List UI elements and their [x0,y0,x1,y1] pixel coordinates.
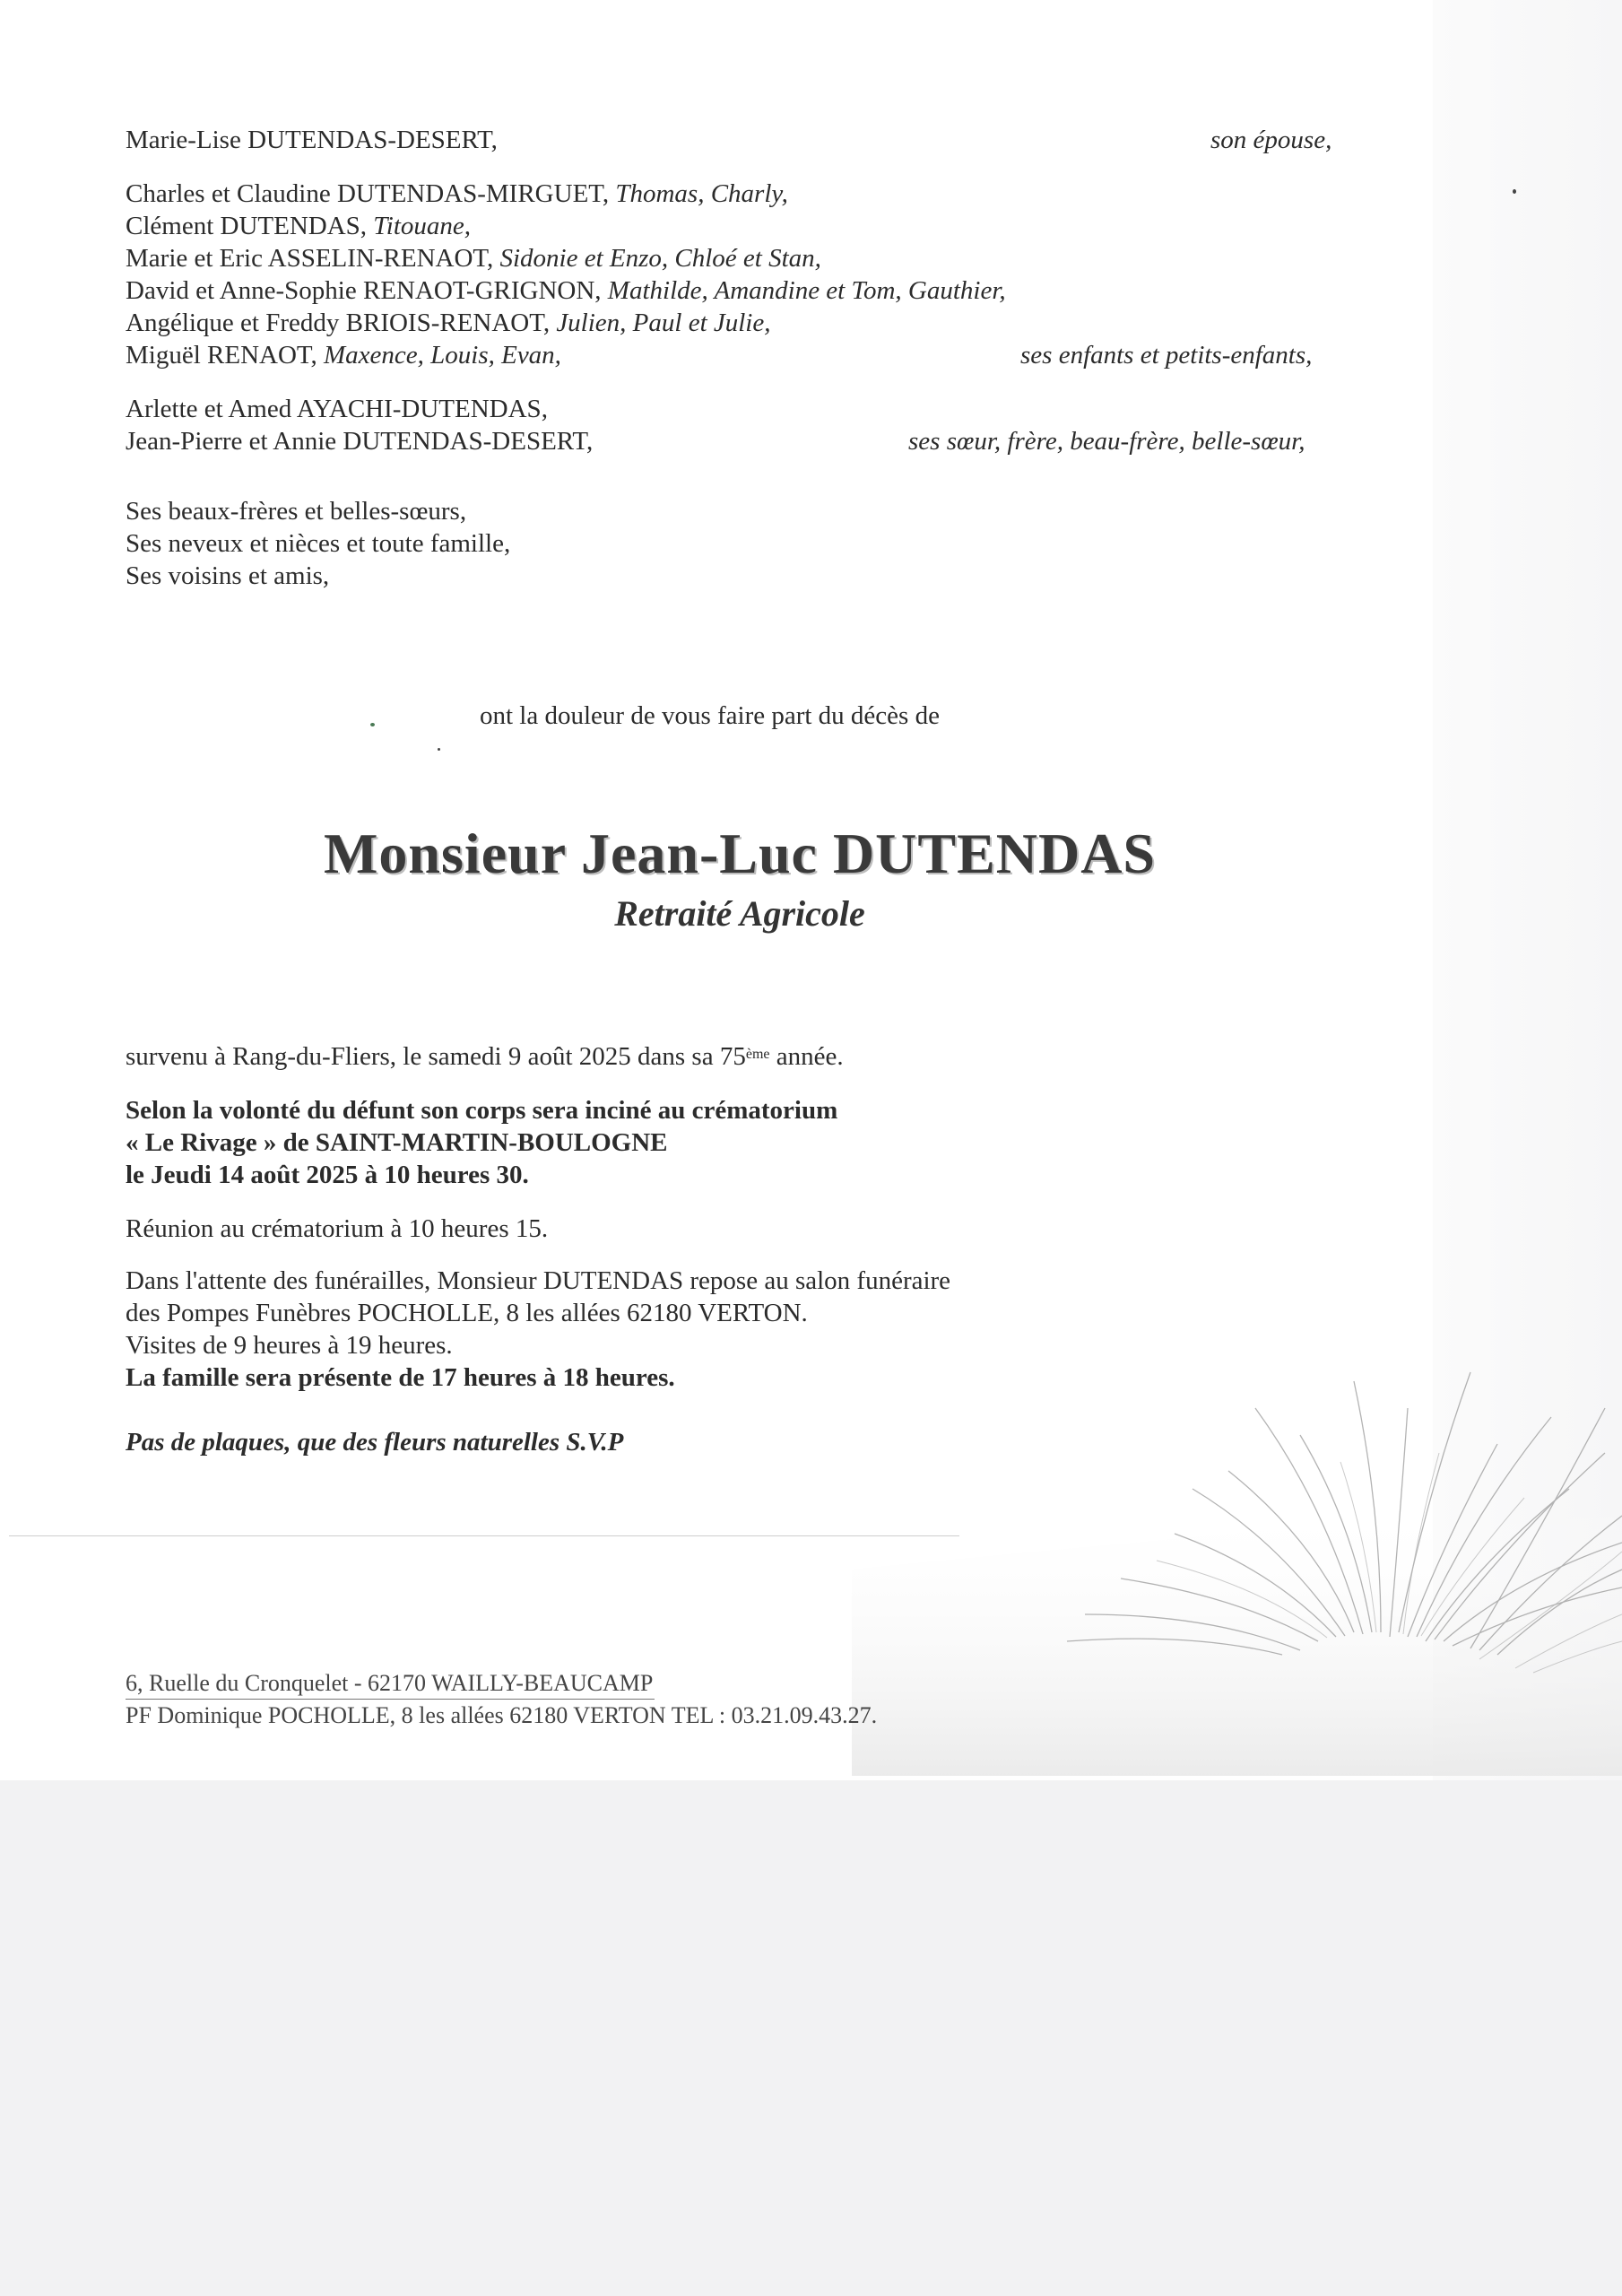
grandchildren-names: Thomas, Charly, [615,179,788,208]
visit-line: Visites de 9 heures à 19 heures. [126,1331,453,1360]
sibling-line: Arlette et Amed AYACHI-DUTENDAS, [126,395,548,423]
dune-grass-image [852,1274,1622,1776]
flowers-note: Pas de plaques, que des fleurs naturelles S.V.P [126,1428,624,1457]
children-names: Angélique et Freddy BRIOIS-RENAOT, [126,309,557,337]
footer-funeral-home: PF Dominique POCHOLLE, 8 les allées 62180 VERTON TEL : 03.21.09.43.27. [126,1702,878,1728]
spouse-name: Marie-Lise DUTENDAS-DESERT, [126,126,498,154]
children-line [126,339,561,371]
footer-rule [126,1699,655,1700]
children-line [126,242,821,274]
children-names: David et Anne-Sophie RENAOT-GRIGNON, [126,276,608,305]
grandchildren-names: Sidonie et Enzo, Chloé et Stan, [499,244,821,273]
spouse-relation: son épouse, [1210,126,1332,154]
scan-background [0,1780,1622,2296]
scan-speck [1513,189,1516,194]
siblings-relation: ses sœur, frère, beau-frère, belle-sœur, [908,427,1305,456]
scan-speck [438,748,440,751]
death-info [126,1040,844,1073]
children-names: Charles et Claudine DUTENDAS-MIRGUET, [126,179,616,208]
visit-line: Dans l'attente des funérailles, Monsieur DUTENDAS repose au salon funéraire [126,1266,951,1295]
deceased-title: Retraité Agricole [614,893,865,934]
children-line [126,274,1006,307]
death-info-text: survenu à Rang-du-Fliers, le samedi 9 août 2025 dans sa 75 [126,1042,746,1071]
children-names: Miguël RENAOT, [126,341,324,370]
family-presence: La famille sera présente de 17 heures à 18 heures. [126,1363,675,1392]
announcement-text: ont la douleur de vous faire part du décès de [480,701,940,730]
grandchildren-names: Julien, Paul et Julie, [556,309,771,337]
grandchildren-names: Maxence, Louis, Evan, [323,341,561,370]
children-line [126,307,770,339]
visit-line: des Pompes Funèbres POCHOLLE, 8 les allées 62180 VERTON. [126,1299,808,1327]
footer-address: 6, Ruelle du Cronquelet - 62170 WAILLY-BEAUCAMP [126,1670,654,1696]
ceremony-line: le Jeudi 14 août 2025 à 10 heures 30. [126,1161,529,1189]
children-names: Marie et Eric ASSELIN-RENAOT, [126,244,500,273]
death-info-end: année. [769,1042,844,1071]
children-line [126,178,788,210]
others-line: Ses neveux et nièces et toute famille, [126,529,511,558]
meeting-line: Réunion au crématorium à 10 heures 15. [126,1214,549,1243]
horizon-line [9,1535,959,1536]
scan-speck [370,723,375,726]
deceased-name: Monsieur Jean-Luc DUTENDAS [324,822,1156,885]
children-line [126,210,471,242]
sibling-line: Jean-Pierre et Annie DUTENDAS-DESERT, [126,427,594,456]
ceremony-line: « Le Rivage » de SAINT-MARTIN-BOULOGNE [126,1128,668,1157]
others-line: Ses voisins et amis, [126,561,330,590]
ordinal-suffix: ème [745,1047,770,1062]
children-relation: ses enfants et petits-enfants, [1020,341,1313,370]
grandchildren-names: Mathilde, Amandine et Tom, Gauthier, [607,276,1006,305]
others-line: Ses beaux-frères et belles-sœurs, [126,497,467,526]
children-names: Clément DUTENDAS, [126,212,374,240]
grandchildren-names: Titouane, [373,212,472,240]
ceremony-line: Selon la volonté du défunt son corps sera inciné au crématorium [126,1096,838,1125]
